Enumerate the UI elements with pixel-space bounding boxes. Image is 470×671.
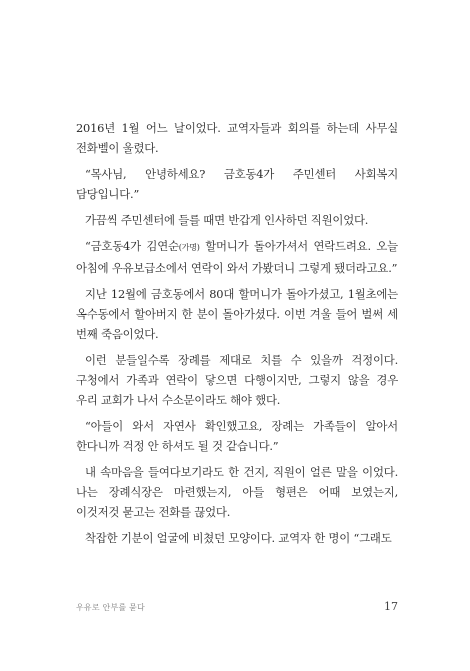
- paragraph-1: 2016년 1월 어느 날이었다. 교역자들과 회의를 하는데 사무실 전화벨이 울렸다.: [76, 121, 398, 155]
- paragraph-7: “아들이 와서 자연사 확인했고요, 장례는 가족들이 알아서 한다니까 걱정 안 하셔도 될 것 같습니다.”: [76, 419, 398, 453]
- paragraph-4-rest: 할머니가 돌아가셔서 연락드려요. 오늘 아침에 우유보급소에서 연락이 와서 가봤더니 그렇게 됐더라고요.”: [76, 239, 398, 275]
- page-footer: [76, 600, 398, 613]
- paragraph-2: “목사님, 안녕하세요? 금호동4가 주민센터 사회복지 담당입니다.”: [76, 167, 398, 201]
- paragraph-5: 지난 12월에 금호동에서 80대 할머니가 돌아가셨고, 1월초에는 옥수동에서 할아버지 한 분이 돌아가셨다. 이번 겨울 들어 벌써 세 번째 죽음이었다.: [76, 287, 398, 341]
- body-text: [76, 118, 398, 554]
- paragraph-3: 가끔씩 주민센터에 들를 때면 반갑게 인사하던 직원이었다.: [85, 213, 369, 227]
- pseudonym-note: (가명): [178, 243, 200, 252]
- paragraph-8: 내 속마음을 들여다보기라도 한 건지, 직원이 얼른 말을 이었다. 나는 장례식장은 마련했는지, 아들 형편은 어때 보였는지, 이것저것 묻고는 전화를 끊었다.: [76, 465, 398, 519]
- page-number: 17: [384, 600, 398, 613]
- paragraph-4-start: “금호동4가 김연순: [85, 239, 179, 253]
- running-title: 우유로 안부를 묻다: [76, 603, 145, 612]
- paragraph-4: [76, 236, 398, 278]
- paragraph-6: 이런 분들일수록 장례를 제대로 치를 수 있을까 걱정이다. 구청에서 가족과 연락이 닿으면 다행이지만, 그렇지 않을 경우 우리 교회가 나서 수소문이라도 해야 했다.: [76, 353, 398, 407]
- paragraph-9: 착잡한 기분이 얼굴에 비쳤던 모양이다. 교역자 한 명이 “그래도: [85, 531, 392, 545]
